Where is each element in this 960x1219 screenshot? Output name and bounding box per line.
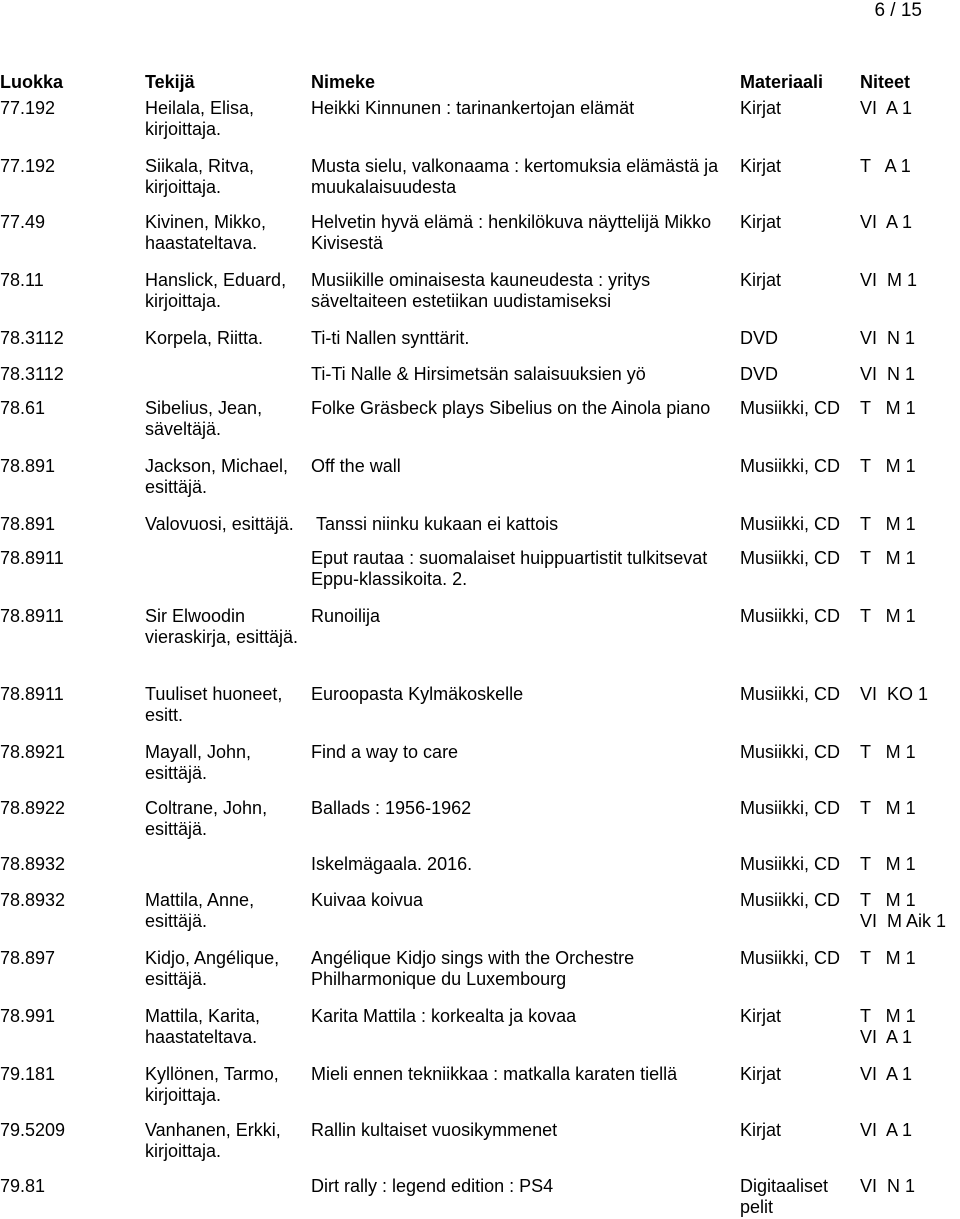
row-materiaali: Musiikki, CD — [740, 398, 841, 418]
row-niteet: VI A 1 — [860, 212, 913, 232]
row-niteet: VI A 1 — [860, 1120, 913, 1140]
row-luokka: 78.8921 — [0, 742, 66, 762]
row-materiaali: Musiikki, CD — [740, 948, 841, 968]
row-tekija: Siikala, Ritva, kirjoittaja. — [145, 156, 255, 197]
row-tekija: Hanslick, Eduard, kirjoittaja. — [145, 270, 287, 311]
row-tekija: Heilala, Elisa, kirjoittaja. — [145, 98, 255, 139]
row-materiaali: Kirjat — [740, 1120, 782, 1140]
row-tekija: Mayall, John, esittäjä. — [145, 742, 252, 783]
row-luokka: 78.3112 — [0, 364, 64, 384]
row-niteet: T M 1 VI M Aik 1 — [860, 890, 947, 931]
row-niteet: T A 1 — [860, 156, 911, 176]
row-nimeke: Kuivaa koivua — [311, 890, 424, 910]
row-nimeke: Angélique Kidjo sings with the Orchestre Philharmonique du Luxembourg — [311, 948, 635, 989]
row-niteet: T M 1 — [860, 548, 916, 568]
row-nimeke: Ti-Ti Nalle & Hirsimetsän salaisuuksien yö — [311, 364, 646, 384]
row-luokka: 78.8911 — [0, 548, 64, 568]
row-materiaali: Musiikki, CD — [740, 798, 841, 818]
row-luokka: 78.991 — [0, 1006, 56, 1026]
row-tekija: Kyllönen, Tarmo, kirjoittaja. — [145, 1064, 279, 1105]
row-tekija: Jackson, Michael, esittäjä. — [145, 456, 289, 497]
row-luokka: 77.49 — [0, 212, 46, 232]
row-tekija: Kidjo, Angélique, esittäjä. — [145, 948, 280, 989]
row-luokka: 78.8932 — [0, 890, 66, 910]
row-niteet: VI M 1 — [860, 270, 918, 290]
row-niteet: T M 1 — [860, 606, 916, 626]
header-tekija: Tekijä — [145, 72, 195, 92]
row-niteet: VI N 1 — [860, 1176, 916, 1196]
row-niteet: T M 1 — [860, 398, 916, 418]
row-materiaali: DVD — [740, 328, 779, 348]
row-nimeke: Tanssi niinku kukaan ei kattois — [316, 514, 559, 534]
row-luokka: 79.181 — [0, 1064, 56, 1084]
table-header — [0, 72, 960, 94]
row-materiaali: Musiikki, CD — [740, 548, 841, 568]
row-tekija: Valovuosi, esittäjä. — [145, 514, 294, 534]
row-luokka: 78.891 — [0, 456, 56, 476]
row-luokka: 78.8911 — [0, 684, 64, 704]
row-luokka: 78.897 — [0, 948, 56, 968]
row-materiaali: Musiikki, CD — [740, 514, 841, 534]
row-niteet: T M 1 — [860, 948, 916, 968]
row-materiaali: Kirjat — [740, 1064, 782, 1084]
row-materiaali: Musiikki, CD — [740, 890, 841, 910]
row-niteet: T M 1 — [860, 798, 916, 818]
header-luokka: Luokka — [0, 72, 64, 92]
row-materiaali: Musiikki, CD — [740, 854, 841, 874]
row-materiaali: Kirjat — [740, 1006, 782, 1026]
row-niteet: VI KO 1 — [860, 684, 929, 704]
row-nimeke: Iskelmägaala. 2016. — [311, 854, 473, 874]
row-nimeke: Folke Gräsbeck plays Sibelius on the Ainola piano — [311, 398, 711, 418]
row-luokka: 77.192 — [0, 156, 56, 176]
row-materiaali: Kirjat — [740, 212, 782, 232]
row-tekija: Mattila, Anne, esittäjä. — [145, 890, 255, 931]
row-materiaali: Digitaaliset pelit — [740, 1176, 829, 1217]
row-materiaali: Musiikki, CD — [740, 742, 841, 762]
row-niteet: T M 1 — [860, 742, 916, 762]
row-luokka: 77.192 — [0, 98, 56, 118]
header-nimeke: Nimeke — [311, 72, 376, 92]
row-niteet: VI N 1 — [860, 364, 916, 384]
row-materiaali: Musiikki, CD — [740, 456, 841, 476]
row-nimeke: Musta sielu, valkonaama : kertomuksia elämästä ja muukalaisuudesta — [311, 156, 719, 197]
row-nimeke: Find a way to care — [311, 742, 459, 762]
row-niteet: T M 1 — [860, 854, 916, 874]
row-tekija: Mattila, Karita, haastateltava. — [145, 1006, 261, 1047]
row-materiaali: Kirjat — [740, 270, 782, 290]
row-luokka: 78.8932 — [0, 854, 66, 874]
row-luokka: 78.891 — [0, 514, 56, 534]
header-niteet: Niteet — [860, 72, 911, 92]
row-materiaali: Musiikki, CD — [740, 606, 841, 626]
row-niteet: VI A 1 — [860, 1064, 913, 1084]
row-materiaali: DVD — [740, 364, 779, 384]
row-luokka: 79.5209 — [0, 1120, 66, 1140]
row-nimeke: Mieli ennen tekniikkaa : matkalla karaten tiellä — [311, 1064, 678, 1084]
row-nimeke: Euroopasta Kylmäkoskelle — [311, 684, 524, 704]
row-nimeke: Helvetin hyvä elämä : henkilökuva näyttelijä Mikko Kivisestä — [311, 212, 712, 253]
row-nimeke: Rallin kultaiset vuosikymmenet — [311, 1120, 558, 1140]
row-niteet: VI A 1 — [860, 98, 913, 118]
row-nimeke: Off the wall — [311, 456, 401, 476]
row-tekija: Korpela, Riitta. — [145, 328, 264, 348]
row-nimeke: Ballads : 1956-1962 — [311, 798, 472, 818]
row-nimeke: Eput rautaa : suomalaiset huippuartistit tulkitsevat Eppu-klassikoita. 2. — [311, 548, 708, 589]
row-niteet: T M 1 — [860, 456, 916, 476]
row-luokka: 78.8911 — [0, 606, 64, 626]
row-tekija: Coltrane, John, esittäjä. — [145, 798, 268, 839]
row-tekija: Kivinen, Mikko, haastateltava. — [145, 212, 267, 253]
row-nimeke: Heikki Kinnunen : tarinankertojan elämät — [311, 98, 635, 118]
row-luokka: 78.8922 — [0, 798, 66, 818]
row-nimeke: Musiikille ominaisesta kauneudesta : yritys säveltaiteen estetiikan uudistamiseksi — [311, 270, 651, 311]
row-niteet: T M 1 — [860, 514, 916, 534]
row-niteet: VI N 1 — [860, 328, 916, 348]
row-materiaali: Kirjat — [740, 156, 782, 176]
row-tekija: Sibelius, Jean, säveltäjä. — [145, 398, 263, 439]
header-materiaali: Materiaali — [740, 72, 824, 92]
row-nimeke: Ti-ti Nallen synttärit. — [311, 328, 470, 348]
row-luokka: 79.81 — [0, 1176, 46, 1196]
row-luokka: 78.11 — [0, 270, 44, 290]
row-luokka: 78.3112 — [0, 328, 64, 348]
row-niteet: T M 1 VI A 1 — [860, 1006, 916, 1047]
page-number: 6 / 15 — [874, 0, 922, 21]
row-nimeke: Runoilija — [311, 606, 381, 626]
row-tekija: Tuuliset huoneet, esitt. — [145, 684, 283, 725]
row-tekija: Sir Elwoodin vieraskirja, esittäjä. — [145, 606, 299, 647]
row-luokka: 78.61 — [0, 398, 46, 418]
row-nimeke: Dirt rally : legend edition : PS4 — [311, 1176, 554, 1196]
row-materiaali: Musiikki, CD — [740, 684, 841, 704]
row-nimeke: Karita Mattila : korkealta ja kovaa — [311, 1006, 577, 1026]
row-tekija: Vanhanen, Erkki, kirjoittaja. — [145, 1120, 281, 1161]
row-materiaali: Kirjat — [740, 98, 782, 118]
